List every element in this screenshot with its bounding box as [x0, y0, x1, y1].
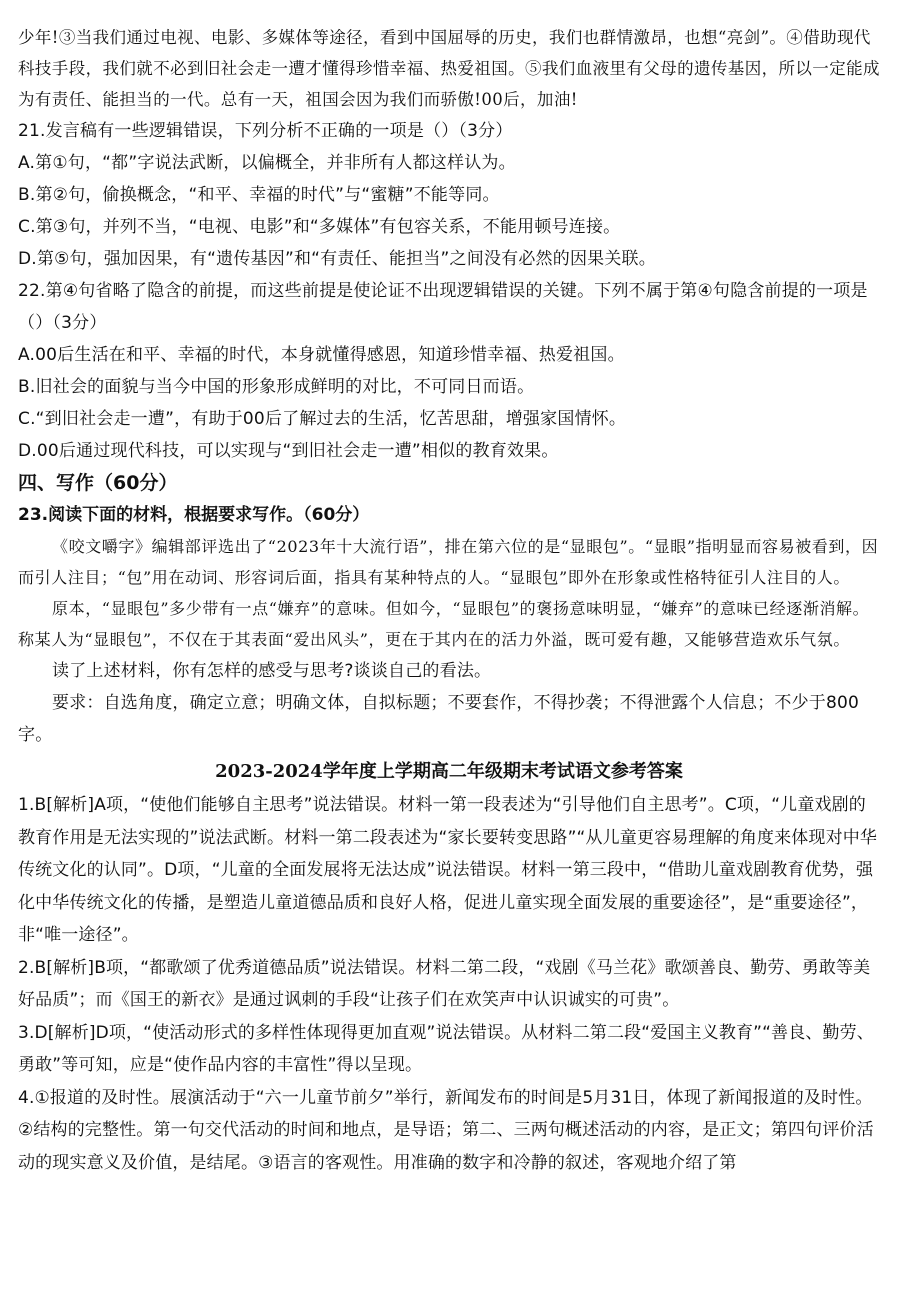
answer-item-3: 3.D[解析]D项，“使活动形式的多样性体现得更加直观”说法错误。从材料二第二段“爱国主义教育”“善良、勤劳、勇敢”等可知，应是“使作品内容的丰富性”得以呈现。 — [18, 1022, 874, 1075]
answer-item-2: 2.B[解析]B项，“都歌颂了优秀道德品质”说法错误。材料二第二段，“戏剧《马兰花》歌颂善良、勤劳、勇敢等美好品质”；而《国王的新衣》是通过讽刺的手段“让孩子们在欢笑声中认识诚实的可贵”。 — [18, 957, 871, 1010]
q21-option-c: C.第③句，并列不当，“电视、电影”和“多媒体”有包容关系，不能用顿号连接。 — [18, 217, 621, 237]
q22-option-c: C.“到旧社会走一遭”，有助于00后了解过去的生活，忆苦思甜，增强家国情怀。 — [18, 409, 627, 429]
material-paragraph-2: 原本，“显眼包”多少带有一点“嫌弃”的意味。但如今，“显眼包”的褒扬意味明显，“嫌弃”的意味已经逐渐消解。称某人为“显眼包”，不仅在于其表面“爱出风头”，更在于其内在的活力外溢，既可爱有趣，又能够营造欢乐气氛。 — [18, 599, 870, 649]
q23-title: 23.阅读下面的材料，根据要求写作。（60分） — [18, 505, 370, 525]
q21-option-d: D.第⑤句，强加因果，有“遗传基因”和“有责任、能担当”之间没有必然的因果关联。 — [18, 249, 656, 269]
q22-option-b: B.旧社会的面貌与当今中国的形象形成鲜明的对比，不可同日而语。 — [18, 377, 535, 397]
q22-option-a: A.00后生活在和平、幸福的时代，本身就懂得感恩，知道珍惜幸福、热爱祖国。 — [18, 345, 625, 365]
answer-key — [18, 755, 880, 1179]
q21-stem: 21.发言稿有一些逻辑错误，下列分析不正确的一项是（）（3分） — [18, 121, 513, 141]
intro-paragraph: 少年!③当我们通过电视、电影、多媒体等途径，看到中国屈辱的历史，我们也群情激昂，也想“亮剑”。④借助现代科技手段，我们就不必到旧社会走一遭才懂得珍惜幸福、热爱祖国。⑤我们血液里有父母的遗传基因，所以一定能成为有责任、能担当的一代。总有一天，祖国会因为我们而骄傲!00后，加油! — [18, 28, 880, 109]
q21-option-a: A.第①句，“都”字说法武断，以偏概全，并非所有人都这样认为。 — [18, 153, 516, 173]
answer-key-title: 2023-2024学年度上学期高二年级期末考试语文参考答案 — [215, 761, 683, 782]
question-22 — [18, 275, 880, 467]
q22-option-d: D.00后通过现代科技，可以实现与“到旧社会走一遭”相似的教育效果。 — [18, 441, 559, 461]
writing-prompt: 读了上述材料，你有怎样的感受与思考?谈谈自己的看法。 — [52, 661, 492, 681]
section-heading: 四、写作（60分） — [18, 472, 178, 494]
question-21 — [18, 115, 880, 275]
answer-item-1: 1.B[解析]A项，“使他们能够自主思考”说法错误。材料一第一段表述为“引导他们自主思考”。C项，“儿童戏剧的教育作用是无法实现的”说法武断。材料一第二段表述为“家长要转变思路”“从儿童更容易理解的角度来体现对中华传统文化的认同”。D项，“儿童的全面发展将无法达成”说法错误。材料一第三段中，“借助儿童戏剧教育优势，强化中华传统文化的传播，是塑造儿童道德品质和良好人格，促进儿童实现全面发展的重要途径”，是“重要途径”，非“唯一途径”。 — [18, 795, 878, 945]
q22-stem: 22.第④句省略了隐含的前提，而这些前提是使论证不出现逻辑错误的关键。下列不属于第④句隐含前提的一项是（）（3分） — [18, 281, 868, 333]
writing-section — [18, 467, 880, 751]
answer-item-4: 4.①报道的及时性。展演活动于“六一儿童节前夕”举行，新闻发布的时间是5月31日，体现了新闻报道的及时性。②结构的完整性。第一句交代活动的时间和地点，是导语；第二、三两句概述活动的内容，是正文；第四句评价活动的现实意义及价值，是结尾。③语言的客观性。用准确的数字和冷静的叙述，客观地介绍了第 — [18, 1087, 874, 1173]
material-paragraph-1: 《咬文嚼字》编辑部评选出了“2023年十大流行语”，排在第六位的是“显眼包”。“显眼”指明显而容易被看到，因而引人注目；“包”用在动词、形容词后面，指具有某种特点的人。“显眼包”即外在形象或性格特征引人注目的人。 — [18, 537, 879, 587]
q21-option-b: B.第②句，偷换概念，“和平、幸福的时代”与“蜜糖”不能等同。 — [18, 185, 500, 205]
writing-requirements: 要求：自选角度，确定立意；明确文体，自拟标题；不要套作，不得抄袭；不得泄露个人信息；不少于800字。 — [18, 693, 860, 745]
